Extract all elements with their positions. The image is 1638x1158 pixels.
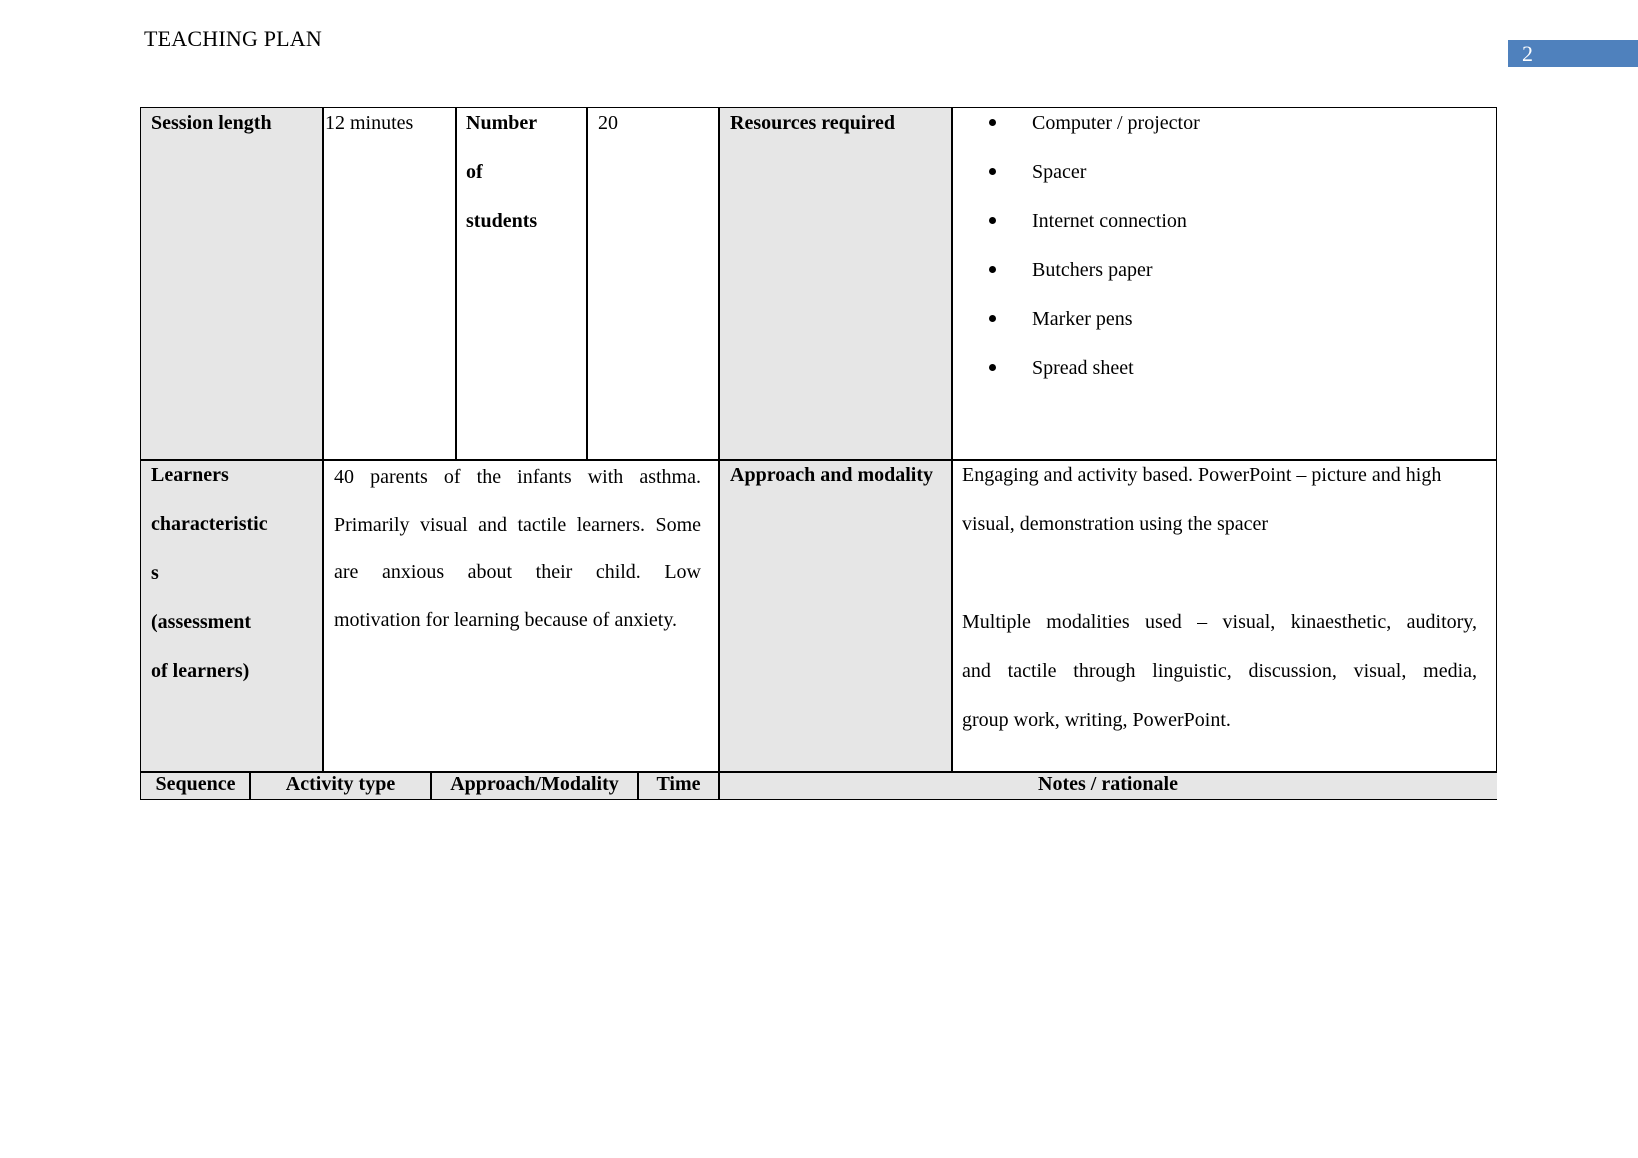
bullet-icon <box>989 315 996 322</box>
learners-label-cell <box>141 460 323 772</box>
column-header-sequence: Sequence <box>141 772 250 799</box>
number-of-students-value-cell <box>587 108 719 460</box>
learners-label-line: characteristic <box>151 513 268 535</box>
resource-item: Computer / projector <box>952 110 1497 159</box>
resource-item: Marker pens <box>952 306 1497 355</box>
resources-list-cell <box>952 108 1497 460</box>
number-of-students-value: 20 <box>598 112 618 134</box>
approach-paragraph-2: Multiple modalities used – visual, kinaesthetic, auditory, and tactile through linguistic, discussion, visual, media, group work, writing, PowerPoint. <box>962 611 1477 731</box>
session-length-label-cell <box>141 108 323 460</box>
learners-label-line: Learners <box>151 464 229 486</box>
grid-line <box>249 772 251 799</box>
resources-list <box>952 110 1497 404</box>
resources-label-cell <box>719 108 952 460</box>
document-title: TEACHING PLAN <box>144 26 322 51</box>
learners-description-line: 40 parents of the infants with asthma. <box>334 466 701 488</box>
grid-line <box>951 108 953 772</box>
column-header-notes-rationale: Notes / rationale <box>719 772 1497 799</box>
grid-line <box>586 108 588 460</box>
learners-description-line: are anxious about their child. Low <box>334 561 701 583</box>
paragraph-spacer <box>962 560 1477 609</box>
column-header-time: Time <box>638 772 719 799</box>
grid-line <box>141 459 1497 461</box>
column-header-activity-type: Activity type <box>250 772 431 799</box>
grid-line <box>637 772 639 799</box>
grid-line <box>718 108 720 799</box>
bullet-icon <box>989 266 996 273</box>
learners-description-line: motivation for learning because of anxiety. <box>334 608 678 631</box>
column-header-approach-modality: Approach/Modality <box>431 772 638 799</box>
bullet-icon <box>989 364 996 371</box>
approach-label: Approach and modality <box>730 464 934 486</box>
resource-item: Internet connection <box>952 208 1497 257</box>
grid-line <box>430 772 432 799</box>
grid-line <box>141 771 1497 773</box>
grid-line <box>322 108 324 772</box>
grid-line <box>455 108 457 460</box>
learners-label-line: of learners) <box>151 660 250 682</box>
session-length-value: 12 minutes <box>325 112 414 134</box>
session-length-label: Session length <box>151 112 272 134</box>
approach-description-cell <box>952 460 1497 772</box>
bullet-icon <box>989 217 996 224</box>
bullet-icon <box>989 168 996 175</box>
page-number-badge <box>1508 40 1638 67</box>
learners-description-cell <box>323 460 719 772</box>
approach-label-cell <box>719 460 952 772</box>
page-number: 2 <box>1522 41 1533 66</box>
resources-label: Resources required <box>730 112 895 134</box>
bullet-icon <box>989 119 996 126</box>
approach-paragraph-1: Engaging and activity based. PowerPoint – picture and high visual, demonstration using the spacer <box>962 464 1442 535</box>
number-of-students-label-cell <box>456 108 587 460</box>
resource-item: Butchers paper <box>952 257 1497 306</box>
teaching-plan-table <box>140 107 1497 800</box>
learners-label-line: s <box>151 562 159 584</box>
learners-label-line: (assessment <box>151 611 251 633</box>
resource-item: Spread sheet <box>952 355 1497 404</box>
learners-description-line: Primarily visual and tactile learners. Some <box>334 513 701 536</box>
session-length-value-cell <box>323 108 456 460</box>
students-label-line: students <box>466 210 538 232</box>
resource-item: Spacer <box>952 159 1497 208</box>
students-label-line: Number <box>466 112 538 134</box>
students-label-line: of <box>466 161 483 183</box>
